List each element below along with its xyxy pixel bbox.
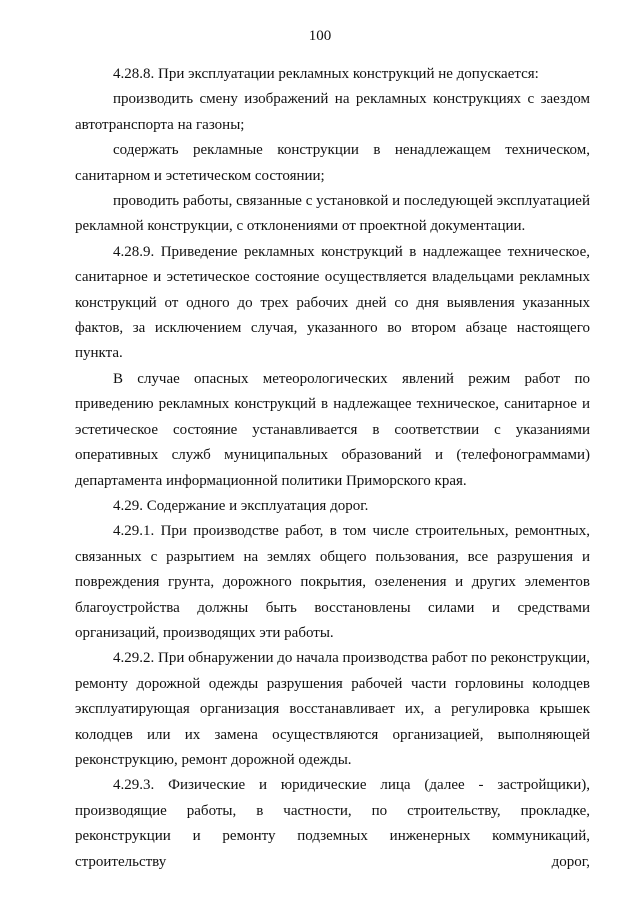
paragraph-4-29: 4.29. Содержание и эксплуатация дорог. (113, 497, 369, 514)
paragraph-item-maintenance: содержать рекламные конструкции в ненадлежащем техническом, санитарном и эстетическом состоянии; (75, 142, 590, 184)
paragraph-item-image-change: производить смену изображений на рекламных конструкциях с заездом автотранспорта на газоны; (75, 91, 590, 133)
paragraph-weather-conditions: В случае опасных метеорологических явлений режим работ по приведению рекламных конструкций в надлежащее техническое, санитарное и эстетическое состояние устанавливается в соответствии с указаниями оперативных служб муниципальных образований и (телефонограммами) департамента информационной политики Приморского края. (75, 370, 590, 489)
paragraph-4-29-2: 4.29.2. При обнаружении до начала производства работ по реконструкции, ремонту дорожной одежды разрушения рабочей части горловины колодцев эксплуатирующая организация восстанавливает их, а регулировка крышек колодцев или их замена осуществляются организацией, выполняющей реконструкцию, ремонт дорожной одежды. (75, 650, 590, 768)
paragraph-4-28-9: 4.28.9. Приведение рекламных конструкций в надлежащее техническое, санитарное и эстетическое состояние осуществляется владельцами рекламных конструкций от одного до трех рабочих дней со дня выявления указанных фактов, за исключением случая, указанного во втором абзаце настоящего пункта. (75, 243, 590, 362)
paragraph-4-28-8: 4.28.8. При эксплуатации рекламных конструкций не допускается: (113, 66, 539, 82)
paragraph-4-29-3: 4.29.3. Физические и юридические лица (далее - застройщики), производящие работы, в частности, по строительству, прокладке, реконструкции и ремонту подземных инженерных коммуникаций, строительству дорог, (75, 777, 590, 870)
page-number: 100 (308, 28, 332, 44)
document-body (75, 62, 590, 875)
paragraph-4-29-1: 4.29.1. При производстве работ, в том числе строительных, ремонтных, связанных с разрытием на землях общего пользования, все разрушения и повреждения грунта, дорожного покрытия, озеленения и других элементов благоустройства должны быть восстановлены силами и средствами организаций, производящих эти работы. (75, 523, 590, 641)
paragraph-item-project-deviation: проводить работы, связанные с установкой и последующей эксплуатацией рекламной конструкции, с отклонениями от проектной документации. (75, 193, 590, 235)
